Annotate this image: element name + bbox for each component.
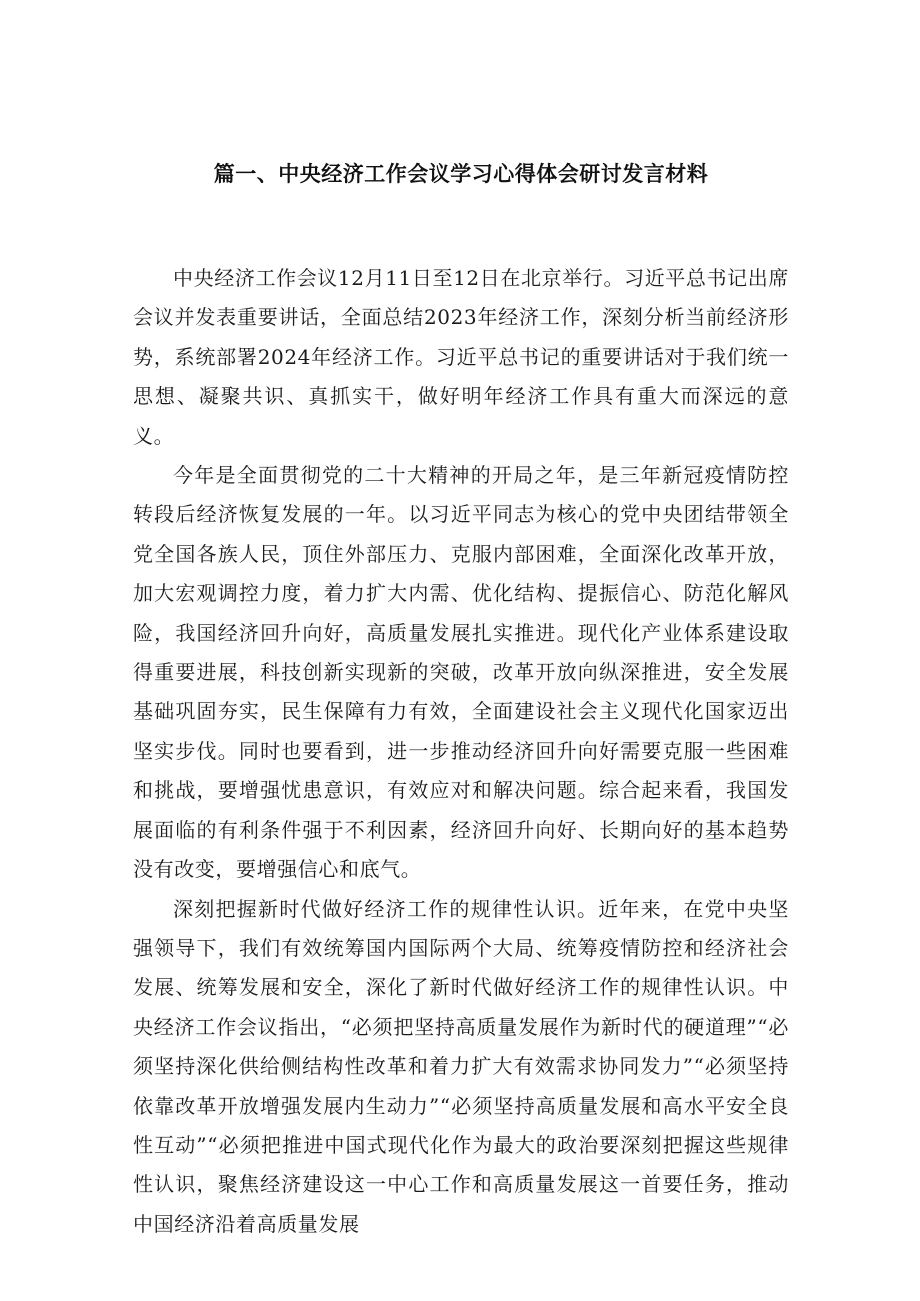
document-title: 篇一、中央经济工作会议学习心得体会研讨发言材料 — [213, 162, 709, 186]
document-page — [133, 0, 789, 1244]
paragraph-3: 深刻把握新时代做好经济工作的规律性认识。近年来，在党中央坚强领导下，我们有效统筹国内国际两个大局、统筹疫情防控和经济社会发展、统筹发展和安全，深化了新时代做好经济工作的规律性认识。中央经济工作会议指出，“必须把坚持高质量发展作为新时代的硬道理”“必须坚持深化供给侧结构性改革和着力扩大有效需求协同发力”“必须坚持依靠改革开放增强发展内生动力”“必须坚持高质量发展和高水平安全良性互动”“必须把推进中国式现代化作为最大的政治要深刻把握这些规律性认识，聚焦经济建设这一中心工作和高质量发展这一首要任务，推动中国经济沿着高质量发展 — [133, 896, 789, 1236]
paragraph-2: 今年是全面贯彻党的二十大精神的开局之年，是三年新冠疫情防控转段后经济恢复发展的一年。以习近平同志为核心的党中央团结带领全党全国各族人民，顶住外部压力、克服内部困难，全面深化改革开放，加大宏观调控力度，着力扩大内需、优化结构、提振信心、防范化解风险，我国经济回升向好，高质量发展扎实推进。现代化产业体系建设取得重要进展，科技创新实现新的突破，改革开放向纵深推进，安全发展基础巩固夯实，民生保障有力有效，全面建设社会主义现代化国家迈出坚实步伐。同时也要看到，进一步推动经济回升向好需要克服一些困难和挑战，要增强忧患意识，有效应对和解决问题。综合起来看，我国发展面临的有利条件强于不利因素，经济回升向好、长期向好的基本趋势没有改变，要增强信心和底气。 — [133, 463, 789, 882]
paragraph-1: 中央经济工作会议12月11日至12日在北京举行。习近平总书记出席会议并发表重要讲话，全面总结2023年经济工作，深刻分析当前经济形势，系统部署2024年经济工作。习近平总书记的重要讲话对于我们统一思想、凝聚共识、真抓实干，做好明年经济工作具有重大而深远的意义。 — [133, 266, 789, 448]
document-body — [133, 259, 789, 1244]
